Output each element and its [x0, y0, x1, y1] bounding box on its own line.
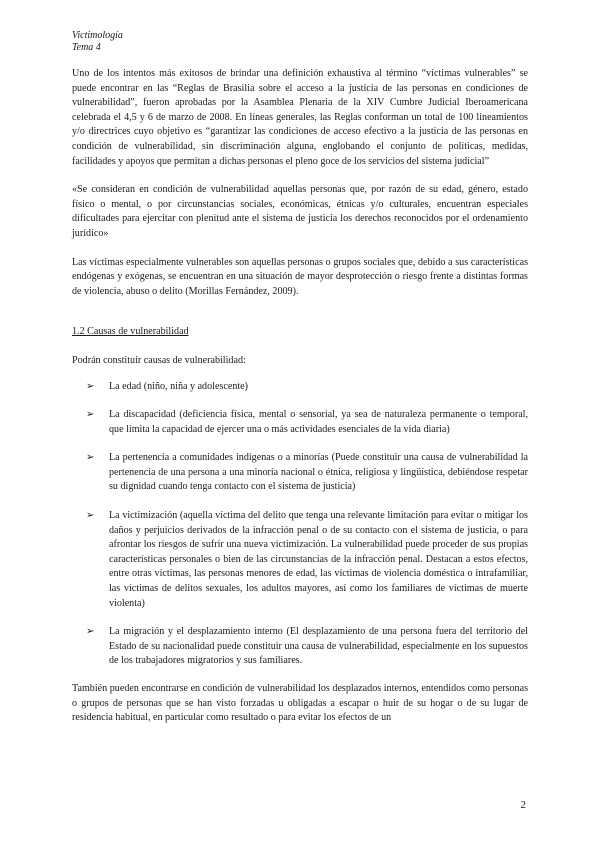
page-number: 2 [520, 799, 526, 811]
list-item-text: La edad (niño, niña y adolescente) [109, 380, 249, 392]
list-item-text: La victimización (aquella víctima del delito que tenga una relevante limitación para evitar o mitigar los daños y perjuicios derivados de la infracción penal o de su contacto con el sistema de justicia, o para afrontar los riesgos de sufrir una nueva victimización. La vulnerabilidad puede proceder de sus propias características personales o bien de las circunstancias de la infracción penal. Destacan a estos efectos, entre otras víctimas, las personas menores de edad, las víctimas de violencia doméstica o intrafamiliar, las víctimas de delitos sexuales, los adultos mayores, así como los familiares de víctimas de muerte violenta) [109, 510, 528, 609]
arrow-bullet-icon: ➢ [86, 409, 95, 421]
section-intro: Podrán constituir causas de vulnerabilidad: [72, 354, 246, 366]
arrow-bullet-icon: ➢ [86, 510, 95, 522]
paragraph-reglas-brasilia: Uno de los intentos más exitosos de brindar una definición exhaustiva al término “víctimas vulnerables” se puede encontrar en las “Reglas de Brasilia sobre el acceso a la justicia de las personas en condiciones de vulnerabilidad”, fueron aprobadas por la Asamblea Plenaria de la XIV Cumbre Judicial Iberoamericana celebrada el 4,5 y 6 de marzo de 2008. En líneas generales, las Reglas conforman un total de 100 lineamientos y/o directrices cuyo objetivo es “garantizar las condiciones de acceso efectivo a la justicia de las personas en condición de vulnerabilidad, sin discriminación alguna, englobando el conjunto de políticas, medidas, facilidades y apoyos que permitan a dichas personas el pleno goce de los servicios del sistema judicial” [72, 68, 528, 167]
paragraph-internal-displacement: También pueden encontrarse en condición de vulnerabilidad los desplazados internos, entendidos como personas o grupos de personas que se han visto forzadas u obligadas a escapar o huir de su hogar o de su lugar de residencia habitual, en particular como resultado o para evitar los efectos de un [72, 683, 528, 724]
list-item-text: La discapacidad (deficiencia física, mental o sensorial, ya sea de naturaleza permanente o temporal, que limita la capacidad de ejercer una o más actividades esenciales de la vida diaria) [109, 409, 528, 435]
running-header [72, 30, 528, 54]
causes-list [72, 380, 528, 670]
list-item-text: La migración y el desplazamiento interno (El desplazamiento de una persona fuera del territorio del Estado de su nacionalidad puede constituir una causa de vulnerabilidad, especialmente en los supuestos de los trabajadores migratorios y sus familiares. [109, 626, 528, 667]
arrow-bullet-icon: ➢ [86, 626, 95, 638]
header-course-title: Victimología [72, 30, 123, 41]
list-item [72, 380, 528, 395]
header-topic: Tema 4 [72, 42, 101, 53]
list-item [72, 509, 528, 611]
document-page [72, 30, 528, 726]
list-item-text: La pertenencia a comunidades indígenas o a minorías (Puede constituir una causa de vulnerabilidad la pertenencia de una persona a una minoría nacional o étnica, religiosa y lingüística, debiéndose respetar su dignidad cuando tenga contacto con el sistema de justicia) [109, 452, 528, 493]
list-item [72, 451, 528, 495]
paragraph-quote-definition: «Se consideran en condición de vulnerabilidad aquellas personas que, por razón de su edad, género, estado físico o mental, o por circunstancias sociales, económicas, étnicas y/o culturales, encuentran especiales dificultades para ejercitar con plenitud ante el sistema de justicia los derechos reconocidos por el ordenamiento jurídico» [72, 184, 528, 239]
list-item [72, 408, 528, 437]
section-heading: 1.2 Causas de vulnerabilidad [72, 326, 189, 338]
arrow-bullet-icon: ➢ [86, 452, 95, 464]
arrow-bullet-icon: ➢ [86, 380, 95, 392]
list-item [72, 625, 528, 669]
paragraph-especially-vulnerable: Las víctimas especialmente vulnerables son aquellas personas o grupos sociales que, debido a sus características endógenas y exógenas, se encuentran en una situación de mayor desprotección o riesgo frente a distintas formas de violencia, abuso o delito (Morillas Fernández, 2009). [72, 256, 528, 297]
